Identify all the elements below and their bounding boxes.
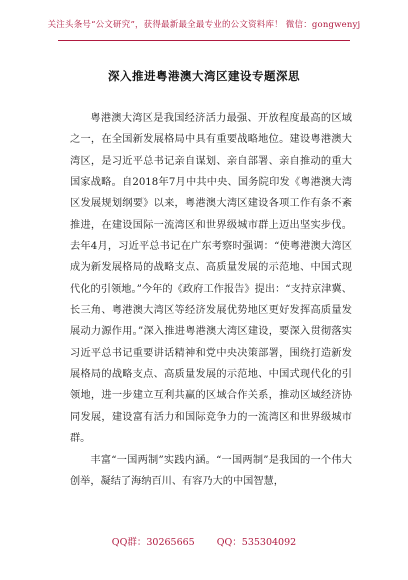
header-divider [58,40,350,41]
body-paragraph: 粤港澳大湾区是我国经济活力最强、开放程度最高的区域之一，在全国新发展格局中具有重要战略地位。建设粤港澳大湾区，是习近平总书记亲自谋划、亲自部署、亲自推动的重大国家战略。自2018年7月中共中央、国务院印发《粤港澳大湾区发展规划纲要》以来，粤港澳大湾区建设各项工作有条不紊推进，在建设国际一流湾区和世界级城市群上迈出坚实步伐。去年4月，习近平总书记在广东考察时强调：“使粤港澳大湾区成为新发展格局的战略支点、高质量发展的示范地、中国式现代化的引领地。”今年的《政府工作报告》提出：“支持京津冀、长三角、粤港澳大湾区等经济发展优势地区更好发挥高质量发展动力源作用。”深入推进粤港澳大湾区建设，要深入贯彻落实习近平总书记重要讲话精神和党中央决策部署，围绕打造新发展格局的战略支点、高质量发展的示范地、中国式现代化的引领地，进一步建立互利共赢的区域合作关系，推动区域经济协同发展，建设富有活力和国际竞争力的一流湾区和世界级城市群。 [70,113,352,445]
footer-qq-number: QQ：535304092 [216,537,297,548]
document-title: 深入推进粤港澳大湾区建设专题深思 [108,69,300,83]
body-paragraph: 丰富“一国两制”实践内涵。“一国两制”是我国的一个伟大创举，凝结了海纳百川、有容乃大的中国智慧， [70,454,352,487]
document-body [70,108,352,492]
header-banner: 关注头条号“公文研究”，获得最新最全最专业的公文资料库！ 微信：gongwenyj [47,20,361,30]
footer-banner [0,534,408,548]
footer-qq-group: QQ群：30265665 [111,537,195,548]
